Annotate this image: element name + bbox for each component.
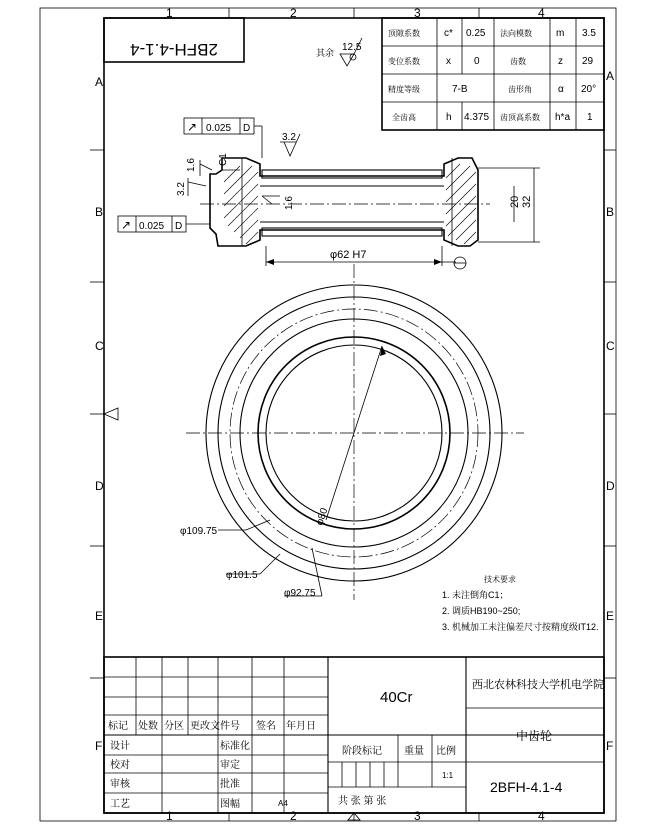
param-name2-0: 法向模数 [500,29,532,38]
zone-col-4-top: 4 [538,6,545,20]
chamfer-label: C1 [218,153,229,166]
surface-rest-label: 其余 [316,48,335,58]
tolerance-frame-1 [184,118,262,158]
drawing-number-upside-down: 2BFH-4.1-4 [130,40,218,59]
role2-0: 标准化 [220,741,250,752]
rough-top: 3.2 [282,132,296,143]
bore-dim: φ62 H7 [330,249,367,261]
param-symbol2-2: α [558,84,564,95]
surface-rest-value: 12.5 [342,42,362,53]
institution: 西北农林科技大学机电学院 [472,679,604,691]
rev-h0: 标记 [108,721,128,732]
param-value-1: 0 [474,56,480,67]
rough-bore: 1.6 [284,196,295,210]
role-0: 设计 [110,741,130,752]
inner-frame [104,18,604,813]
param-value-0: 0.25 [466,28,486,39]
part-name: 中齿轮 [516,729,553,743]
scale-label: 比例 [436,746,456,757]
param-symbol-3: h [446,112,452,123]
gear-params-text [388,28,596,123]
param-symbol2-3: h*a [555,112,571,123]
section-dimensions [176,132,540,269]
param-name2-3: 齿顶高系数 [500,113,540,122]
stage-label: 阶段标记 [342,746,382,757]
zone-row-d-right: D [606,479,615,493]
drawing-number: 2BFH-4.1-4 [490,779,563,795]
param-value2-0: 3.5 [582,28,596,39]
height-inner-dim: 20 [509,195,521,208]
tol2-value: 0.025 [139,221,165,232]
param-name2-2: 齿形角 [508,85,532,94]
param-value2-1: 29 [582,56,594,67]
zone-row-f-right: F [606,739,614,753]
zone-row-e-right: E [606,609,615,623]
tech-requirements [442,574,599,632]
rev-h1: 处数 [138,721,158,732]
role2-3: 图幅 [220,799,240,810]
scale-value: 1:1 [442,771,454,780]
tolerance-frame-2 [118,216,210,232]
zone-row-f-left: F [95,739,103,753]
tol2-symbol: ↗ [121,218,132,232]
tech-item-1: 1. 未注倒角C1； [442,590,509,600]
zone-col-4-bottom: 4 [538,809,545,823]
sheets-label: 共 张 第 张 [338,796,387,807]
tol1-value: 0.025 [206,123,232,134]
role-2: 审核 [110,779,130,790]
sheet-size: A4 [278,799,288,808]
param-symbol-1: x [446,56,451,67]
param-symbol-0: c* [444,28,453,39]
rough-left: 1.6 [186,158,197,172]
tol1-symbol: ↗ [187,120,198,134]
zone-col-1-bottom: 1 [166,809,173,823]
zone-col-1-top: 1 [166,6,173,20]
tech-item-2: 2. 调质HB190~250; [442,606,521,616]
param-value-2: 7-B [452,84,468,95]
param-name2-1: 齿数 [510,57,526,66]
role2-1: 审定 [220,760,240,771]
material: 40Cr [380,689,413,706]
zone-row-c-left: C [95,339,104,353]
rough-left2: 3.2 [176,182,187,196]
tol2-datum: D [175,221,183,232]
zone-row-b-left: B [95,205,104,219]
role2-2: 批准 [220,779,240,790]
param-name-3: 全齿高 [392,113,416,122]
param-symbol2-1: z [558,56,563,67]
tol1-datum: D [243,123,251,134]
zone-col-2-bottom: 2 [290,809,297,823]
param-value2-3: 1 [587,112,593,123]
rev-h5: 年月日 [286,721,316,732]
param-symbol2-0: m [556,28,565,39]
height-outer-dim: 32 [521,195,533,208]
zone-row-e-left: E [95,609,104,623]
front-view [180,264,524,600]
role-1: 校对 [110,760,130,771]
role-3: 工艺 [110,799,130,810]
zone-row-a-right: A [606,69,615,83]
zone-row-c-right: C [606,339,615,353]
zone-row-b-right: B [606,205,615,219]
dim-d1: φ109.75 [180,526,218,537]
param-value2-2: 20° [581,84,597,95]
weight-label: 重量 [404,746,424,757]
param-name-1: 变位系数 [388,57,420,66]
dim-d3: φ92.75 [284,588,316,599]
zone-col-3-bottom: 3 [414,809,421,823]
zone-labels [95,6,615,823]
tech-title: 技术要求 [484,575,516,584]
param-name-0: 顶隙系数 [388,29,420,38]
rev-h3: 更改文件号 [190,721,240,732]
centering-mark-left [104,408,118,420]
surface-rest-circle [350,54,356,60]
zone-col-2-top: 2 [290,6,297,20]
param-name-2: 精度等级 [388,85,420,94]
dim-d4: φ80 [314,506,331,527]
section-view [200,158,490,246]
param-value-3: 4.375 [464,112,490,123]
rev-h2: 分区 [164,721,184,732]
zone-row-a-left: A [95,75,104,89]
zone-col-3-top: 3 [414,6,421,20]
tech-item-3: 3. 机械加工未注偏差尺寸按精度级IT12. [442,622,599,632]
rev-h4: 签名 [256,721,276,732]
zone-row-d-left: D [95,479,104,493]
dim-d2: φ101.5 [226,570,258,581]
